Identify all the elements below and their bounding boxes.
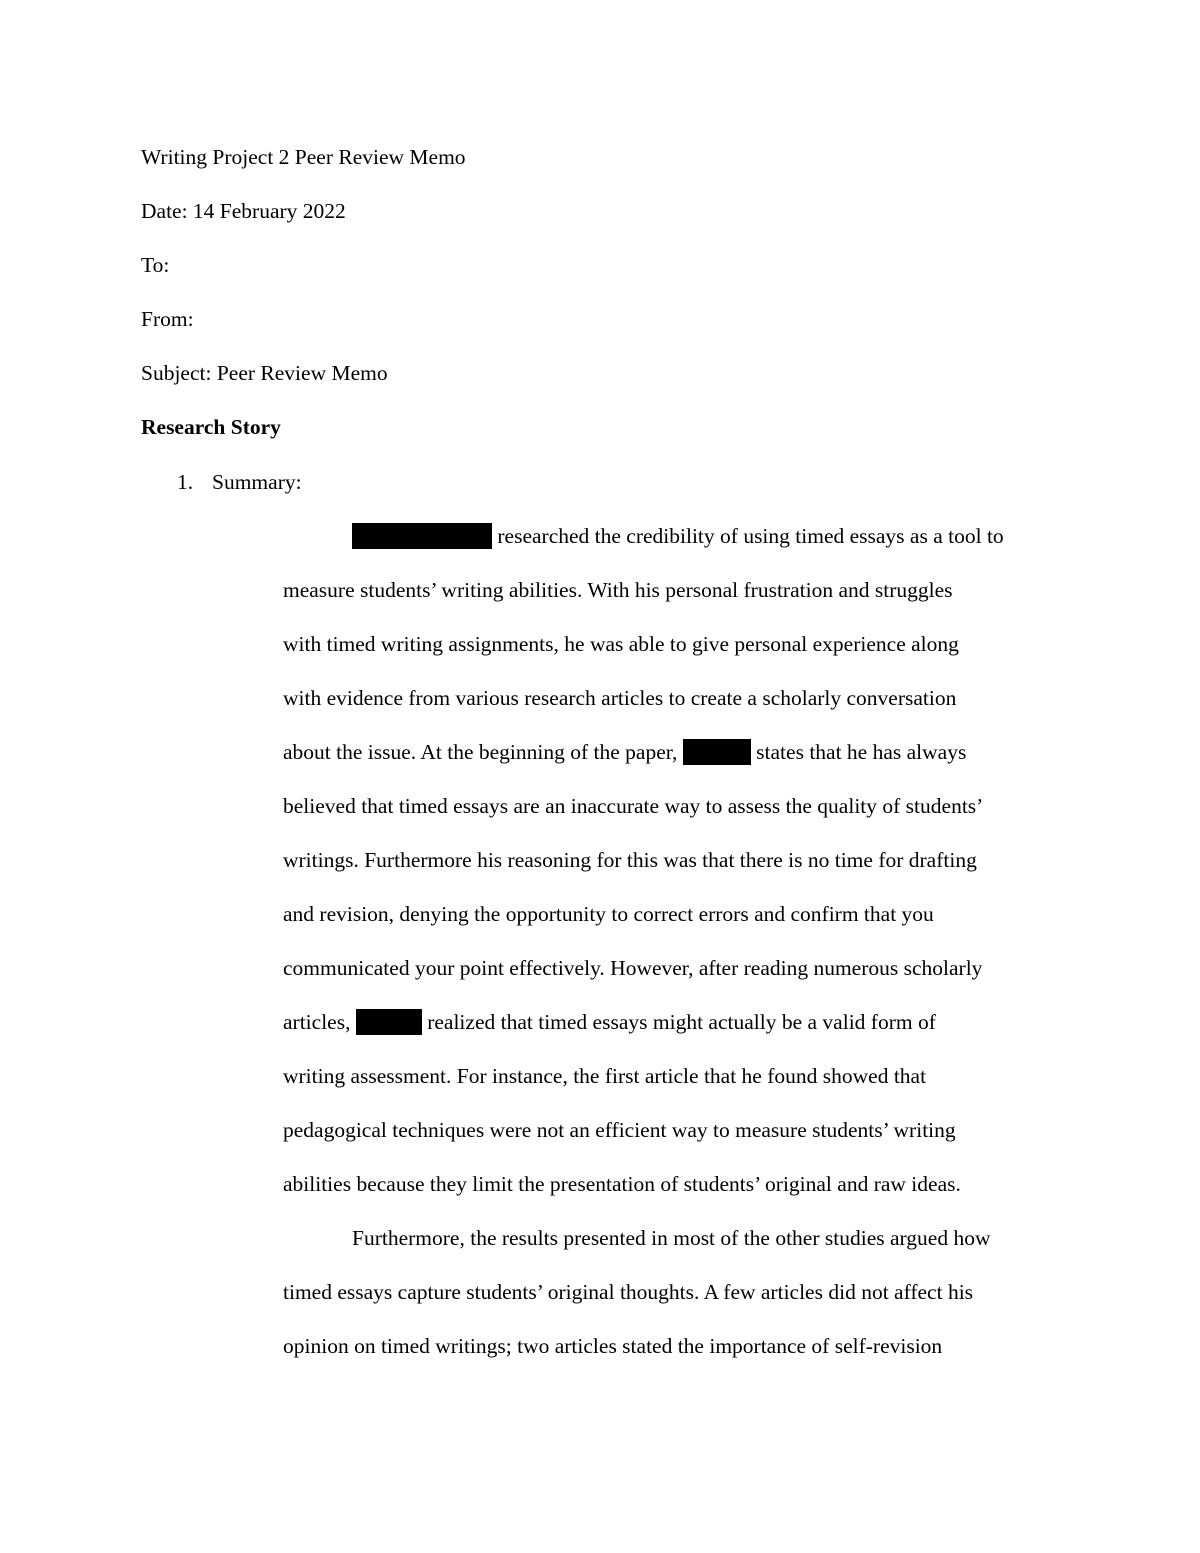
- memo-title: Writing Project 2 Peer Review Memo: [141, 145, 466, 169]
- list-label: Summary:: [212, 470, 302, 494]
- paragraph-line: [352, 522, 1004, 550]
- paragraph-line: writing assessment. For instance, the first article that he found showed that: [283, 1064, 927, 1088]
- memo-subject: Subject: Peer Review Memo: [141, 361, 388, 385]
- paragraph-line: Furthermore, the results presented in most of the other studies argued how: [352, 1226, 991, 1250]
- paragraph-text: states that he has always: [756, 740, 967, 764]
- paragraph-line: believed that timed essays are an inaccurate way to assess the quality of students’: [283, 794, 984, 818]
- list-number: 1.: [177, 470, 194, 494]
- paragraph-line: abilities because they limit the presentation of students’ original and raw ideas.: [283, 1172, 961, 1196]
- paragraph-line: [283, 738, 966, 766]
- paragraph-line: pedagogical techniques were not an efficient way to measure students’ writing: [283, 1118, 956, 1142]
- paragraph-text: articles,: [283, 1010, 351, 1034]
- paragraph-text: about the issue. At the beginning of the paper,: [283, 740, 678, 764]
- paragraph-text: realized that timed essays might actually be a valid form of: [427, 1010, 936, 1034]
- paragraph-line: communicated your point effectively. However, after reading numerous scholarly: [283, 956, 983, 980]
- paragraph-line: measure students’ writing abilities. With his personal frustration and struggles: [283, 578, 953, 602]
- redaction-bar: [352, 523, 492, 549]
- paragraph-line: and revision, denying the opportunity to correct errors and confirm that you: [283, 902, 934, 926]
- section-heading: Research Story: [141, 415, 281, 439]
- memo-from: From:: [141, 307, 194, 331]
- paragraph-line: writings. Furthermore his reasoning for this was that there is no time for drafting: [283, 848, 977, 872]
- paragraph-text: researched the credibility of using timed essays as a tool to: [497, 524, 1004, 548]
- memo-to: To:: [141, 253, 170, 277]
- paragraph-line: [283, 1008, 936, 1036]
- paragraph-line: with evidence from various research articles to create a scholarly conversation: [283, 686, 957, 710]
- paragraph-line: with timed writing assignments, he was able to give personal experience along: [283, 632, 959, 656]
- paragraph-line: opinion on timed writings; two articles stated the importance of self-revision: [283, 1334, 943, 1358]
- redaction-bar: [356, 1009, 422, 1035]
- memo-date: Date: 14 February 2022: [141, 199, 346, 223]
- paragraph-line: timed essays capture students’ original thoughts. A few articles did not affect his: [283, 1280, 974, 1304]
- redaction-bar: [683, 739, 751, 765]
